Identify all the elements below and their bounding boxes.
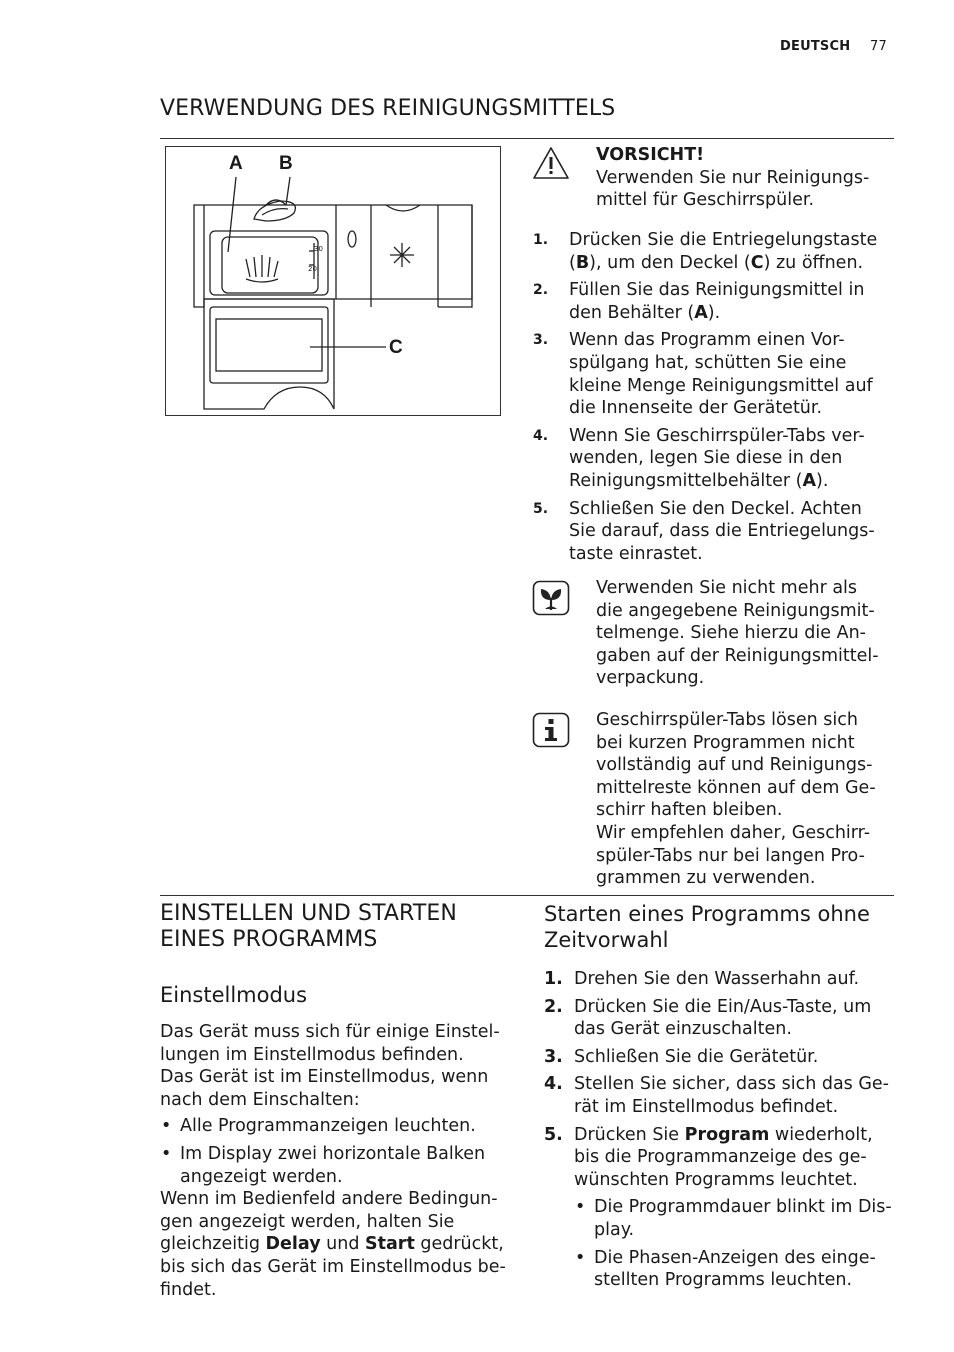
- detergent-dispenser-figure: [165, 146, 501, 416]
- environment-note: [532, 577, 892, 690]
- page-number: 77: [870, 39, 887, 54]
- step-number: 2.: [533, 282, 549, 299]
- environment-note-text: Verwenden Sie nicht mehr als die angegebene Reinigungsmit- telmenge. Siehe hierzu die An- gaben auf der Reinigungsmittel- verpackung.: [596, 578, 879, 689]
- step-number: 4.: [533, 427, 549, 444]
- running-header: [780, 39, 850, 54]
- dispenser-illustration: [166, 147, 502, 417]
- info-note: [532, 709, 892, 890]
- list-item: 5. Schließen Sie den Deckel. Achten Sie darauf, dass die Entriegelungs- taste einrastet.: [533, 498, 875, 564]
- list-item: • Alle Programmanzeigen leuchten.: [161, 1116, 476, 1137]
- list-item: • Die Phasen-Anzeigen des einge- stellten Programms leuchten.: [575, 1247, 876, 1291]
- figure-label-c: C: [389, 337, 403, 358]
- list-item: 5. Drücken Sie Program wiederholt, bis die Programmanzeige des ge- wünschten Programms leuchtet.: [544, 1124, 873, 1190]
- einstellmodus-body: [160, 1021, 520, 1301]
- detergent-steps: [533, 229, 893, 570]
- list-item: 4. Stellen Sie sicher, dass sich das Ge- rät im Einstellmodus befindet.: [544, 1074, 889, 1117]
- list-item: 1. Drücken Sie die Entriegelungstaste (B), um den Deckel (C) zu öffnen.: [533, 230, 878, 273]
- figure-label-b: B: [279, 153, 293, 174]
- info-icon: [532, 712, 570, 755]
- subsection-title-start-program: Starten eines Programms ohne Zeitvorwahl: [544, 902, 870, 952]
- list-item: • Die Programmdauer blinkt im Dis- play.: [575, 1197, 892, 1240]
- section-title-detergent: VERWENDUNG DES REINIGUNGSMITTELS: [160, 96, 616, 121]
- info-note-text: Geschirrspüler-Tabs lösen sich bei kurzen Programmen nicht vollständig auf und Reinigungs- mittelreste können auf dem Ge- schirr haften bleiben. Wir empfehlen daher, Geschirr- spüler-Tabs nur bei langen Pro- grammen zu verwenden.: [596, 710, 876, 889]
- caution-text: Verwenden Sie nur Reinigungs- mittel für Geschirrspüler.: [596, 167, 870, 211]
- scale-label-20: 20: [308, 265, 317, 273]
- einstellmodus-intro: Das Gerät muss sich für einige Einstel- lungen im Einstellmodus befinden. Das Gerät ist im Einstellmodus, wenn nach dem Einschalten:: [160, 1022, 500, 1110]
- list-item: 3. Schließen Sie die Gerätetür.: [544, 1046, 819, 1067]
- scale-label-30: 30: [314, 245, 323, 253]
- list-item: 1. Drehen Sie den Wasserhahn auf.: [544, 969, 860, 989]
- section-rule: [160, 895, 894, 896]
- list-item: • Im Display zwei horizontale Balken angezeigt werden.: [161, 1143, 486, 1187]
- einstellmodus-outro: Wenn im Bedienfeld andere Bedingun- gen angezeigt werden, halten Sie gleichzeitig Delay und Start gedrückt, bis sich das Gerät im Einstellmodus be- findet.: [160, 1189, 506, 1300]
- start-program-steps: [544, 968, 896, 1297]
- section-rule: [160, 138, 894, 139]
- list-item: 2. Füllen Sie das Reinigungsmittel in den Behälter (A).: [533, 280, 865, 323]
- step-number: 1.: [533, 232, 549, 248]
- subsection-title-einstellmodus: Einstellmodus: [160, 983, 308, 1007]
- step-number: 5.: [533, 500, 549, 517]
- section-title-program: EINSTELLEN UND STARTEN EINES PROGRAMMS: [160, 901, 457, 952]
- list-item: 2. Drücken Sie die Ein/Aus-Taste, um das Gerät einzuschalten.: [544, 996, 872, 1040]
- caution-title: VORSICHT!: [596, 145, 705, 165]
- header-language: DEUTSCH: [780, 39, 851, 54]
- start-program-sub-bullets: [574, 1196, 896, 1291]
- step-number: 3.: [533, 332, 549, 349]
- list-item: 4. Wenn Sie Geschirrspüler-Tabs ver- wenden, legen Sie diese in den Reinigungsmittelbehälter (A).: [533, 425, 865, 491]
- environment-leaf-icon: [532, 580, 570, 623]
- einstellmodus-bullets: [160, 1115, 520, 1188]
- list-item: 3. Wenn das Programm einen Vor- spülgang hat, schütten Sie eine kleine Menge Reinigungsmittel auf die Innenseite der Gerätetür.: [533, 330, 873, 419]
- warning-triangle-icon: [532, 146, 570, 187]
- figure-label-a: A: [229, 153, 243, 174]
- caution-note: [532, 144, 892, 212]
